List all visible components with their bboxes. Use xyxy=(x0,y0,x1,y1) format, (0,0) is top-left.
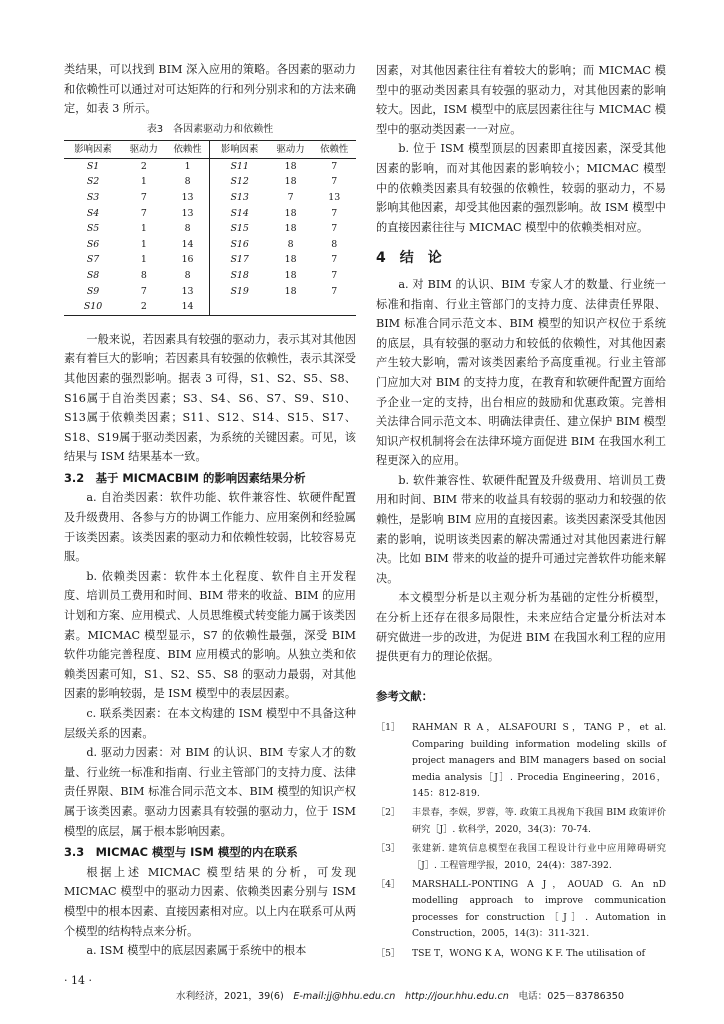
paragraph-autonomous-factors: a. 自治类因素：软件功能、软件兼容性、软硬件配置及升级费用、各参与方的协调工作能力、应用案例和经验属于该类因素。该类因素的驱动力和依赖性较弱，比较容易克服。 xyxy=(64,491,356,564)
journal-website: http://jour.hhu.edu.cn xyxy=(404,991,509,1002)
table-value-cell xyxy=(312,299,356,315)
table-factor-cell: S18 xyxy=(230,269,249,281)
table-factor-cell: S4 xyxy=(86,207,100,219)
table-factor-cell: S3 xyxy=(86,191,100,203)
table-factor-cell: S8 xyxy=(86,269,100,281)
table-row xyxy=(64,174,356,190)
table-row xyxy=(64,252,356,268)
table-value-cell: 18 xyxy=(284,254,297,266)
table-value-cell: 8 xyxy=(287,238,294,250)
left-column xyxy=(64,60,356,961)
table-value-cell: 7 xyxy=(287,191,294,203)
table-header: 依赖性 xyxy=(166,140,210,158)
table-value-cell: 18 xyxy=(284,223,297,235)
table-factor-cell: S2 xyxy=(86,176,100,188)
table-caption: 表3 各因素驱动力和依赖性 xyxy=(146,123,274,135)
reference-item xyxy=(376,877,666,943)
reference-number: ［5］ xyxy=(376,947,401,959)
table-value-cell: 8 xyxy=(140,269,147,281)
paragraph-3-3-a: a. ISM 模型中的底层因素属于系统中的根本 xyxy=(86,944,307,958)
reference-number: ［2］ xyxy=(376,807,401,819)
section-heading-3-2: 3.2 基于 MICMACBIM 的影响因素结果分析 xyxy=(64,470,306,485)
table-header: 驱动力 xyxy=(269,140,313,158)
table-value-cell: 7 xyxy=(140,191,147,203)
table-factor-cell: S10 xyxy=(83,301,103,313)
table-value-cell: 14 xyxy=(166,237,210,253)
reference-item xyxy=(376,841,666,874)
table-factor-cell: S19 xyxy=(230,285,249,297)
table-value-cell: 18 xyxy=(284,207,297,219)
table-value-cell: 18 xyxy=(284,285,297,297)
journal-info xyxy=(176,988,624,1002)
page-number: · 14 · xyxy=(64,974,92,987)
table-factor-cell: S13 xyxy=(230,191,249,203)
table-value-cell: 13 xyxy=(166,190,210,206)
table-row xyxy=(64,237,356,253)
table-header-row xyxy=(64,140,356,158)
table-value-cell: 8 xyxy=(166,174,210,190)
reference-text: 张建新. 建筑信息模型在我国工程设计行业中应用障碍研究［J］. 工程管理学报，2010，24(4)：387-392. xyxy=(412,843,666,871)
paragraph-linkage-factors: c. 联系类因素：在本文构建的 ISM 模型中不具备这种层级关系的因素。 xyxy=(64,707,356,740)
table-value-cell: 18 xyxy=(284,160,297,172)
table-value-cell: 1 xyxy=(140,254,147,266)
table-factor-cell: S14 xyxy=(230,207,249,219)
journal-phone: 电话：025－83786350 xyxy=(518,991,624,1002)
table-value-cell: 8 xyxy=(166,268,210,284)
table-factor-cell xyxy=(210,299,269,315)
table-factor-cell: S5 xyxy=(86,223,100,235)
section-heading-3-3: 3.3 MICMAC 模型与 ISM 模型的内在联系 xyxy=(64,845,298,860)
conclusion-a: a. 对 BIM 的认识、BIM 专家人才的数量、行业统一标准和指南、行业主管部门的支持力度、法律责任界限、BIM 标准合同示范文本、BIM 模型的知识产权位于系统的底层，具有较强的驱动力和较低的依赖性，对其他因素产生较大影响，需对该类因素给予高度重视。行业主管部门应加大对 BIM 的支持力度，在教育和软硬件配置方面给予企业一定的支持，出台相应的鼓励和优惠政策。完善相关法律合同示范文本、明确法律责任、建立保护 BIM 模型知识产权机制将会在法律环境方面促进 BIM 在我国水利工程更深入的应用。 xyxy=(376,277,666,468)
table-row xyxy=(64,206,356,222)
journal-email: E-mail:jj@hhu.edu.cn xyxy=(293,991,396,1002)
reference-text: 丰景春，李娱，罗蓉，等. 政策工具视角下我国 BIM 政策评价研究［J］. 软科学，2020，34(3)：70-74. xyxy=(412,807,666,835)
reference-item xyxy=(376,720,666,802)
references-heading: 参考文献： xyxy=(376,688,433,703)
paragraph-after-table: 一般来说，若因素具有较强的驱动力，表示其对其他因素有着巨大的影响；若因素具有较强的依赖性，表示其深受其他因素的强烈影响。据表 3 可得，S1、S2、S5、S8、S16属于自治类因素；S3、S4、S6、S7、S9、S10、S13属于依赖类因素；S11、S12、S14、S15、S17、S18、S19属于驱动类因素，为系统的关键因素。可见，该结果与 ISM 结果基本一致。 xyxy=(64,332,356,464)
table-value-cell: 7 xyxy=(140,285,147,297)
table-factor-cell: S6 xyxy=(86,238,100,250)
table-row xyxy=(64,299,356,315)
reference-list xyxy=(376,720,666,962)
table-row xyxy=(64,268,356,284)
table-header: 驱动力 xyxy=(122,140,166,158)
reference-number: ［3］ xyxy=(376,843,401,855)
table-value-cell: 7 xyxy=(331,160,338,172)
table-value-cell: 8 xyxy=(166,221,210,237)
table-row xyxy=(64,158,356,174)
table-value-cell: 7 xyxy=(331,207,338,219)
table-factor-cell: S17 xyxy=(230,254,249,266)
table-value-cell: 7 xyxy=(331,223,338,235)
table-value-cell: 18 xyxy=(284,176,297,188)
table-factor-cell: S15 xyxy=(230,223,249,235)
table-value-cell: 2 xyxy=(140,301,147,313)
table-value-cell: 7 xyxy=(331,254,338,266)
table-header: 影响因素 xyxy=(64,140,122,158)
table-value-cell: 18 xyxy=(284,269,297,281)
table-value-cell: 1 xyxy=(140,223,147,235)
table-value-cell: 13 xyxy=(166,284,210,300)
table-factor-cell: S9 xyxy=(86,285,100,297)
table-value-cell: 2 xyxy=(140,160,147,172)
reference-item xyxy=(376,805,666,838)
table-value-cell: 13 xyxy=(328,191,341,203)
reference-number: ［1］ xyxy=(376,722,401,734)
table-value-cell: 7 xyxy=(331,285,338,297)
table-value-cell xyxy=(269,299,313,315)
table-value-cell: 1 xyxy=(140,238,147,250)
right-column xyxy=(376,61,666,965)
reference-item xyxy=(376,946,666,962)
table-value-cell: 16 xyxy=(166,252,210,268)
table-value-cell: 7 xyxy=(331,269,338,281)
paragraph-continued: 因素，对其他因素往往有着较大的影响；而 MICMAC 模型中的驱动类因素具有较强的驱动力，对其他因素的影响较大。因此，ISM 模型中的底层因素往往与 MICMAC 模型中的驱动类因素一一对应。 xyxy=(376,64,666,136)
table-factor-cell: S12 xyxy=(230,176,249,188)
paragraph-3-3: 根据上述 MICMAC 模型结果的分析，可发现 MICMAC 模型中的驱动力因素、依赖类因素分别与 ISM 模型中的根本因素、直接因素相对应。以上内在联系可从两个模型的结构特点来分析。 xyxy=(64,865,356,938)
table-row xyxy=(64,284,356,300)
table-value-cell: 7 xyxy=(140,207,147,219)
paragraph-driving-factors: d. 驱动力因素：对 BIM 的认识、BIM 专家人才的数量、行业统一标准和指南、行业主管部门的支持力度、法律责任界限、BIM 标准合同示范文本、BIM 模型的知识产权属于该类因素。驱动力因素具有较强的驱动力，位于 ISM 模型的底层，属于根本影响因素。 xyxy=(64,746,356,838)
table-factor-cell: S16 xyxy=(230,238,249,250)
table-3-driving-dependence xyxy=(64,140,356,316)
table-factor-cell: S1 xyxy=(86,160,100,172)
table-value-cell: 1 xyxy=(140,176,147,188)
paragraph-dependent-factors: b. 依赖类因素：软件本土化程度、软件自主开发程度、培训员工费用和时间、BIM 带来的收益、BIM 的应用计划和方案、应用模式、人员思维模式转变能力属于该类因素。MICMAC 模型显示，S7 的依赖性最强，深受 BIM 软件功能完善程度、BIM 应用模式的影响。从独立类和依赖类因素可知，S1、S2、S5、S8 的驱动力最弱，对其他因素的影响较弱，是 ISM 模型中的表层因素。 xyxy=(64,569,356,701)
table-header: 影响因素 xyxy=(210,140,269,158)
reference-number: ［4］ xyxy=(376,879,401,891)
section-heading-4-conclusion: 4 结 论 xyxy=(376,250,442,267)
table-value-cell: 7 xyxy=(331,176,338,188)
table-factor-cell: S7 xyxy=(86,254,100,266)
journal-citation: 水利经济，2021，39(6) xyxy=(176,991,284,1002)
table-value-cell: 1 xyxy=(166,158,210,174)
table-factor-cell: S11 xyxy=(230,160,249,172)
table-value-cell: 14 xyxy=(166,299,210,315)
conclusion-b: b. 软件兼容性、软硬件配置及升级费用、培训员工费用和时间、BIM 带来的收益具有较弱的驱动力和较强的依赖性，是影响 BIM 应用的直接因素。该类因素深受其他因素的影响，说明该类因素的解决需通过对其他因素进行解决。比如 BIM 带来的收益的提升可通过完善软件功能来解决。 xyxy=(376,473,666,585)
reference-text: RAHMAN R A，ALSAFOURI S，TANG P，et al. Comparing building information modeling skills of project managers and BIM managers based on social media analysis［J］. Procedia Engineering，2016，145：812-819. xyxy=(412,722,666,800)
reference-text: TSE T，WONG K A，WONG K F. The utilisation of xyxy=(412,947,646,959)
table-row xyxy=(64,221,356,237)
table-value-cell: 8 xyxy=(331,238,338,250)
table-row xyxy=(64,190,356,206)
table-header: 依赖性 xyxy=(312,140,356,158)
conclusion-final: 本文模型分析是以主观分析为基础的定性分析模型，在分析上还存在很多局限性，未来应结合定量分析法对本研究做进一步的改进，为促进 BIM 在我国水利工程的应用提供更有力的理论依据。 xyxy=(376,591,666,664)
table-value-cell: 13 xyxy=(166,206,210,222)
reference-text: MARSHALL-PONTING A J，AOUAD G. An nD modelling approach to improve communication processes for construction［J］. Automation in Construction，2005，14(3)：311-321. xyxy=(412,879,666,940)
intro-paragraph: 类结果，可以找到 BIM 深入应用的策略。各因素的驱动力和依赖性可以通过对可达矩阵的行和列分别求和的方法来确定，如表 3 所示。 xyxy=(64,63,356,116)
paragraph-direct-factors: b. 位于 ISM 模型顶层的因素即直接因素，深受其他因素的影响，而对其他因素的影响较小；MICMAC 模型中的依赖类因素具有较强的依赖性，较弱的驱动力，不易影响其他因素，却受其他因素的强烈影响。故 ISM 模型中的直接因素往往与 MICMAC 模型中的依赖类相对应。 xyxy=(376,142,666,234)
